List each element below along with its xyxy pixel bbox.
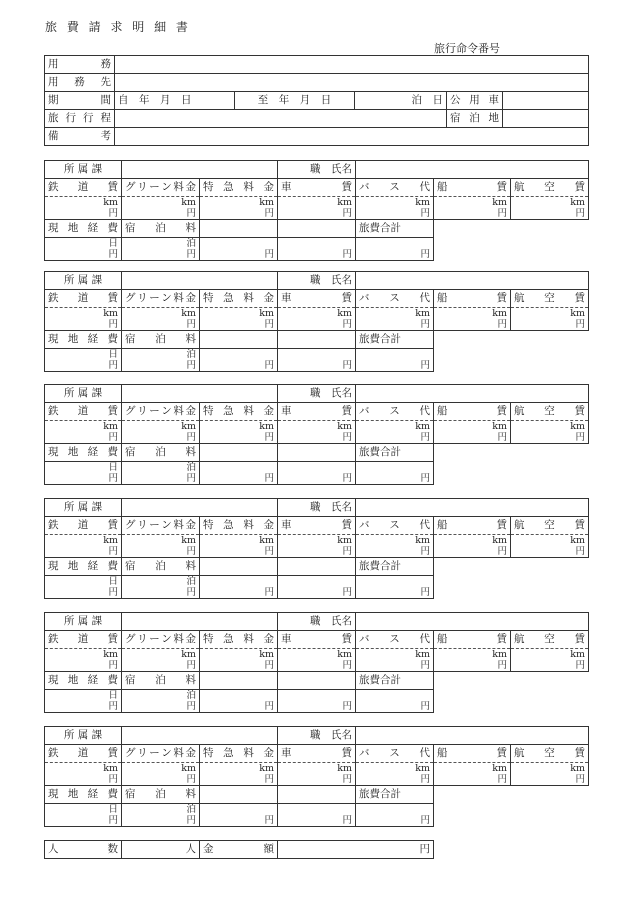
lodging-yen[interactable]: 円 [122, 701, 200, 713]
name-label: 職 氏名 [278, 272, 356, 290]
local-days[interactable]: 日 [45, 462, 122, 474]
rail-yen[interactable]: 円 [45, 546, 122, 558]
extra-2-label [278, 672, 356, 690]
bus-fare-label: バ ス 代 [356, 290, 434, 308]
lodging-fee-label: 宿 泊 料 [122, 444, 200, 462]
bus-fare-label: バ ス 代 [356, 745, 434, 763]
extra-1-top[interactable] [200, 238, 278, 250]
air-yen[interactable]: 円 [511, 208, 589, 220]
rail-fare-label: 鉄 道 賃 [45, 403, 122, 421]
ship-fare-label: 船 賃 [434, 517, 511, 535]
department-label: 所 属 課 [45, 499, 122, 517]
express-yen[interactable]: 円 [200, 208, 278, 220]
local-expense-label: 現 地 経 費 [45, 220, 122, 238]
bus-km[interactable]: km [356, 197, 434, 209]
expense-block-2 [44, 271, 589, 372]
period-label: 期 間 [45, 92, 115, 110]
local-yen[interactable]: 円 [45, 701, 122, 713]
document-title: 旅 費 請 求 明 細 書 [45, 20, 191, 34]
green-yen[interactable]: 円 [122, 319, 200, 331]
ship-fare-label: 船 賃 [434, 290, 511, 308]
lodging-fee-label: 宿 泊 料 [122, 220, 200, 238]
period-to[interactable]: 至 年 月 日 [235, 92, 355, 110]
rail-yen[interactable]: 円 [45, 432, 122, 444]
local-yen[interactable]: 円 [45, 360, 122, 372]
bus-km[interactable]: km [356, 421, 434, 433]
air-km[interactable]: km [511, 763, 589, 775]
express-yen[interactable]: 円 [200, 774, 278, 786]
bus-km[interactable]: km [356, 763, 434, 775]
green-fee-label: グリーン料金 [122, 517, 200, 535]
extra-2-top[interactable] [278, 462, 356, 474]
department-field[interactable] [122, 385, 278, 403]
extra-1-label [200, 331, 278, 349]
air-fare-label: 航 空 賃 [511, 179, 589, 197]
bus-yen[interactable]: 円 [356, 319, 434, 331]
car-km[interactable]: km [278, 763, 356, 775]
lodging-fee-label: 宿 泊 料 [122, 558, 200, 576]
name-field[interactable] [356, 499, 589, 517]
local-expense-label: 現 地 経 費 [45, 786, 122, 804]
extra-2-yen[interactable]: 円 [278, 249, 356, 261]
rail-yen[interactable]: 円 [45, 208, 122, 220]
air-fare-label: 航 空 賃 [511, 517, 589, 535]
rail-km[interactable]: km [45, 421, 122, 433]
extra-1-yen[interactable]: 円 [200, 701, 278, 713]
rail-km[interactable]: km [45, 535, 122, 547]
express-km[interactable]: km [200, 421, 278, 433]
express-km[interactable]: km [200, 308, 278, 320]
air-km[interactable]: km [511, 535, 589, 547]
itinerary-field[interactable] [115, 110, 447, 128]
ship-fare-label: 船 賃 [434, 403, 511, 421]
air-yen[interactable]: 円 [511, 546, 589, 558]
lodging-nights[interactable]: 泊 [122, 349, 200, 361]
ship-fare-label: 船 賃 [434, 745, 511, 763]
department-label: 所 属 課 [45, 385, 122, 403]
blank-area [434, 786, 589, 827]
air-yen[interactable]: 円 [511, 319, 589, 331]
total-label: 旅費合計 [356, 786, 434, 804]
express-yen[interactable]: 円 [200, 432, 278, 444]
air-fare-label: 航 空 賃 [511, 403, 589, 421]
extra-2-yen[interactable]: 円 [278, 360, 356, 372]
car-yen[interactable]: 円 [278, 432, 356, 444]
rail-fare-label: 鉄 道 賃 [45, 290, 122, 308]
ship-yen[interactable]: 円 [434, 546, 511, 558]
car-fare-label: 車 賃 [278, 179, 356, 197]
ship-km[interactable]: km [434, 763, 511, 775]
express-km[interactable]: km [200, 649, 278, 661]
local-expense-label: 現 地 経 費 [45, 558, 122, 576]
extra-2-yen[interactable]: 円 [278, 701, 356, 713]
air-yen[interactable]: 円 [511, 774, 589, 786]
lodging-nights[interactable]: 泊 [122, 462, 200, 474]
bus-yen[interactable]: 円 [356, 432, 434, 444]
extra-1-label [200, 558, 278, 576]
bus-yen[interactable]: 円 [356, 660, 434, 672]
green-fee-label: グリーン料金 [122, 403, 200, 421]
extra-2-yen[interactable]: 円 [278, 587, 356, 599]
car-yen[interactable]: 円 [278, 774, 356, 786]
rail-km[interactable]: km [45, 197, 122, 209]
name-label: 職 氏名 [278, 161, 356, 179]
extra-1-yen[interactable]: 円 [200, 473, 278, 485]
car-km[interactable]: km [278, 421, 356, 433]
green-yen[interactable]: 円 [122, 432, 200, 444]
remarks-field[interactable] [115, 128, 589, 146]
name-field[interactable] [356, 161, 589, 179]
expense-block-1 [44, 160, 589, 261]
department-field[interactable] [122, 499, 278, 517]
extra-2-top[interactable] [278, 690, 356, 702]
department-label: 所 属 課 [45, 272, 122, 290]
ship-fare-label: 船 賃 [434, 631, 511, 649]
name-label: 職 氏名 [278, 499, 356, 517]
express-fee-label: 特 急 料 金 [200, 179, 278, 197]
total-yen[interactable]: 円 [356, 587, 434, 599]
air-fare-label: 航 空 賃 [511, 631, 589, 649]
car-km[interactable]: km [278, 649, 356, 661]
ship-fare-label: 船 賃 [434, 179, 511, 197]
green-yen[interactable]: 円 [122, 208, 200, 220]
car-km[interactable]: km [278, 535, 356, 547]
rail-fare-label: 鉄 道 賃 [45, 631, 122, 649]
extra-1-yen[interactable]: 円 [200, 815, 278, 827]
ship-yen[interactable]: 円 [434, 660, 511, 672]
itinerary-label: 旅行行程 [45, 110, 115, 128]
extra-2-top[interactable] [278, 804, 356, 816]
air-km[interactable]: km [511, 649, 589, 661]
total-top[interactable] [356, 238, 434, 250]
department-field[interactable] [122, 161, 278, 179]
total-top[interactable] [356, 349, 434, 361]
bus-fare-label: バ ス 代 [356, 517, 434, 535]
total-label: 旅費合計 [356, 220, 434, 238]
express-fee-label: 特 急 料 金 [200, 631, 278, 649]
express-yen[interactable]: 円 [200, 546, 278, 558]
official-car-label: 公 用 車 [447, 92, 503, 110]
amount-field[interactable]: 円 [278, 841, 434, 859]
car-fare-label: 車 賃 [278, 745, 356, 763]
rail-km[interactable]: km [45, 649, 122, 661]
lodging-nights[interactable]: 泊 [122, 238, 200, 250]
total-yen[interactable]: 円 [356, 249, 434, 261]
department-label: 所 属 課 [45, 161, 122, 179]
department-label: 所 属 課 [45, 613, 122, 631]
lodging-yen[interactable]: 円 [122, 360, 200, 372]
blank-area [434, 444, 589, 485]
ship-yen[interactable]: 円 [434, 774, 511, 786]
rail-fare-label: 鉄 道 賃 [45, 179, 122, 197]
lodging-yen[interactable]: 円 [122, 473, 200, 485]
expense-block-3 [44, 384, 589, 485]
name-field[interactable] [356, 727, 589, 745]
expense-block-6 [44, 726, 589, 827]
expense-block-4 [44, 498, 589, 599]
green-fee-label: グリーン料金 [122, 179, 200, 197]
bus-km[interactable]: km [356, 535, 434, 547]
ship-yen[interactable]: 円 [434, 208, 511, 220]
green-yen[interactable]: 円 [122, 774, 200, 786]
rail-fare-label: 鉄 道 賃 [45, 517, 122, 535]
air-yen[interactable]: 円 [511, 432, 589, 444]
blank-area [434, 672, 589, 713]
lodging-label: 宿 泊 地 [447, 110, 503, 128]
local-yen[interactable]: 円 [45, 249, 122, 261]
destination-field[interactable] [115, 74, 589, 92]
blank-area [434, 331, 589, 372]
extra-2-label [278, 220, 356, 238]
ship-km[interactable]: km [434, 649, 511, 661]
extra-1-top[interactable] [200, 462, 278, 474]
express-fee-label: 特 急 料 金 [200, 745, 278, 763]
express-fee-label: 特 急 料 金 [200, 403, 278, 421]
extra-2-yen[interactable]: 円 [278, 815, 356, 827]
header-table [44, 55, 589, 146]
extra-1-label [200, 786, 278, 804]
blank-area [434, 220, 589, 261]
department-field[interactable] [122, 613, 278, 631]
extra-2-top[interactable] [278, 238, 356, 250]
name-label: 職 氏名 [278, 613, 356, 631]
lodging-nights[interactable]: 泊 [122, 690, 200, 702]
bus-yen[interactable]: 円 [356, 774, 434, 786]
local-days[interactable]: 日 [45, 238, 122, 250]
green-fee-label: グリーン料金 [122, 745, 200, 763]
air-fare-label: 航 空 賃 [511, 290, 589, 308]
car-yen[interactable]: 円 [278, 319, 356, 331]
bus-fare-label: バ ス 代 [356, 179, 434, 197]
green-km[interactable]: km [122, 421, 200, 433]
green-fee-label: グリーン料金 [122, 631, 200, 649]
total-top[interactable] [356, 576, 434, 588]
department-label: 所 属 課 [45, 727, 122, 745]
bus-km[interactable]: km [356, 649, 434, 661]
lodging-yen[interactable]: 円 [122, 815, 200, 827]
ship-km[interactable]: km [434, 308, 511, 320]
car-fare-label: 車 賃 [278, 631, 356, 649]
express-yen[interactable]: 円 [200, 660, 278, 672]
rail-yen[interactable]: 円 [45, 319, 122, 331]
rail-yen[interactable]: 円 [45, 774, 122, 786]
bus-km[interactable]: km [356, 308, 434, 320]
extra-1-label [200, 672, 278, 690]
extra-1-top[interactable] [200, 349, 278, 361]
total-top[interactable] [356, 462, 434, 474]
ship-yen[interactable]: 円 [434, 432, 511, 444]
express-km[interactable]: km [200, 763, 278, 775]
car-fare-label: 車 賃 [278, 290, 356, 308]
ship-km[interactable]: km [434, 197, 511, 209]
car-yen[interactable]: 円 [278, 208, 356, 220]
people-count-label: 人 数 [45, 841, 122, 859]
extra-1-label [200, 444, 278, 462]
ship-km[interactable]: km [434, 421, 511, 433]
total-yen[interactable]: 円 [356, 815, 434, 827]
local-days[interactable]: 日 [45, 804, 122, 816]
blank-area [434, 558, 589, 599]
green-km[interactable]: km [122, 649, 200, 661]
extra-2-label [278, 444, 356, 462]
local-yen[interactable]: 円 [45, 473, 122, 485]
rail-km[interactable]: km [45, 308, 122, 320]
ship-km[interactable]: km [434, 535, 511, 547]
name-field[interactable] [356, 613, 589, 631]
extra-1-yen[interactable]: 円 [200, 249, 278, 261]
green-km[interactable]: km [122, 535, 200, 547]
lodging-yen[interactable]: 円 [122, 249, 200, 261]
amount-label: 金 額 [200, 841, 278, 859]
lodging-yen[interactable]: 円 [122, 587, 200, 599]
green-yen[interactable]: 円 [122, 660, 200, 672]
local-expense-label: 現 地 経 費 [45, 444, 122, 462]
express-km[interactable]: km [200, 197, 278, 209]
department-field[interactable] [122, 272, 278, 290]
express-fee-label: 特 急 料 金 [200, 517, 278, 535]
express-fee-label: 特 急 料 金 [200, 290, 278, 308]
green-yen[interactable]: 円 [122, 546, 200, 558]
total-yen[interactable]: 円 [356, 473, 434, 485]
extra-2-top[interactable] [278, 576, 356, 588]
bus-fare-label: バ ス 代 [356, 631, 434, 649]
car-yen[interactable]: 円 [278, 660, 356, 672]
car-fare-label: 車 賃 [278, 403, 356, 421]
car-fare-label: 車 賃 [278, 517, 356, 535]
lodging-nights[interactable]: 泊 [122, 804, 200, 816]
express-yen[interactable]: 円 [200, 319, 278, 331]
car-km[interactable]: km [278, 308, 356, 320]
extra-1-top[interactable] [200, 690, 278, 702]
local-yen[interactable]: 円 [45, 815, 122, 827]
air-km[interactable]: km [511, 421, 589, 433]
green-km[interactable]: km [122, 763, 200, 775]
total-top[interactable] [356, 804, 434, 816]
express-km[interactable]: km [200, 535, 278, 547]
lodging-fee-label: 宿 泊 料 [122, 786, 200, 804]
total-yen[interactable]: 円 [356, 701, 434, 713]
name-label: 職 氏名 [278, 727, 356, 745]
bus-yen[interactable]: 円 [356, 208, 434, 220]
extra-2-label [278, 331, 356, 349]
travel-order-number-label: 旅行命令番号 [434, 42, 500, 55]
extra-2-label [278, 558, 356, 576]
extra-1-label [200, 220, 278, 238]
green-km[interactable]: km [122, 308, 200, 320]
department-field[interactable] [122, 727, 278, 745]
lodging-nights[interactable]: 泊 [122, 576, 200, 588]
lodging-field[interactable] [503, 110, 589, 128]
rail-yen[interactable]: 円 [45, 660, 122, 672]
destination-label: 用 務 先 [45, 74, 115, 92]
car-km[interactable]: km [278, 197, 356, 209]
local-days[interactable]: 日 [45, 576, 122, 588]
air-km[interactable]: km [511, 308, 589, 320]
total-label: 旅費合計 [356, 331, 434, 349]
car-yen[interactable]: 円 [278, 546, 356, 558]
bus-yen[interactable]: 円 [356, 546, 434, 558]
purpose-label: 用 務 [45, 56, 115, 74]
total-label: 旅費合計 [356, 672, 434, 690]
extra-1-yen[interactable]: 円 [200, 360, 278, 372]
total-top[interactable] [356, 690, 434, 702]
extra-1-top[interactable] [200, 576, 278, 588]
extra-1-yen[interactable]: 円 [200, 587, 278, 599]
rail-km[interactable]: km [45, 763, 122, 775]
purpose-field[interactable] [115, 56, 589, 74]
local-days[interactable]: 日 [45, 349, 122, 361]
extra-1-top[interactable] [200, 804, 278, 816]
expense-block-5 [44, 612, 589, 713]
name-field[interactable] [356, 385, 589, 403]
extra-2-yen[interactable]: 円 [278, 473, 356, 485]
extra-2-label [278, 786, 356, 804]
air-yen[interactable]: 円 [511, 660, 589, 672]
ship-yen[interactable]: 円 [434, 319, 511, 331]
period-from[interactable]: 自 年 月 日 [115, 92, 235, 110]
lodging-fee-label: 宿 泊 料 [122, 672, 200, 690]
remarks-label: 備 考 [45, 128, 115, 146]
official-car-field[interactable] [503, 92, 589, 110]
name-label: 職 氏名 [278, 385, 356, 403]
total-label: 旅費合計 [356, 444, 434, 462]
air-km[interactable]: km [511, 197, 589, 209]
extra-2-top[interactable] [278, 349, 356, 361]
local-expense-label: 現 地 経 費 [45, 331, 122, 349]
rail-fare-label: 鉄 道 賃 [45, 745, 122, 763]
footer-table [44, 840, 434, 859]
lodging-fee-label: 宿 泊 料 [122, 331, 200, 349]
period-nights[interactable]: 泊 日 [355, 92, 447, 110]
air-fare-label: 航 空 賃 [511, 745, 589, 763]
total-yen[interactable]: 円 [356, 360, 434, 372]
bus-fare-label: バ ス 代 [356, 403, 434, 421]
local-yen[interactable]: 円 [45, 587, 122, 599]
local-days[interactable]: 日 [45, 690, 122, 702]
total-label: 旅費合計 [356, 558, 434, 576]
green-fee-label: グリーン料金 [122, 290, 200, 308]
green-km[interactable]: km [122, 197, 200, 209]
people-count-field[interactable]: 人 [122, 841, 200, 859]
name-field[interactable] [356, 272, 589, 290]
local-expense-label: 現 地 経 費 [45, 672, 122, 690]
